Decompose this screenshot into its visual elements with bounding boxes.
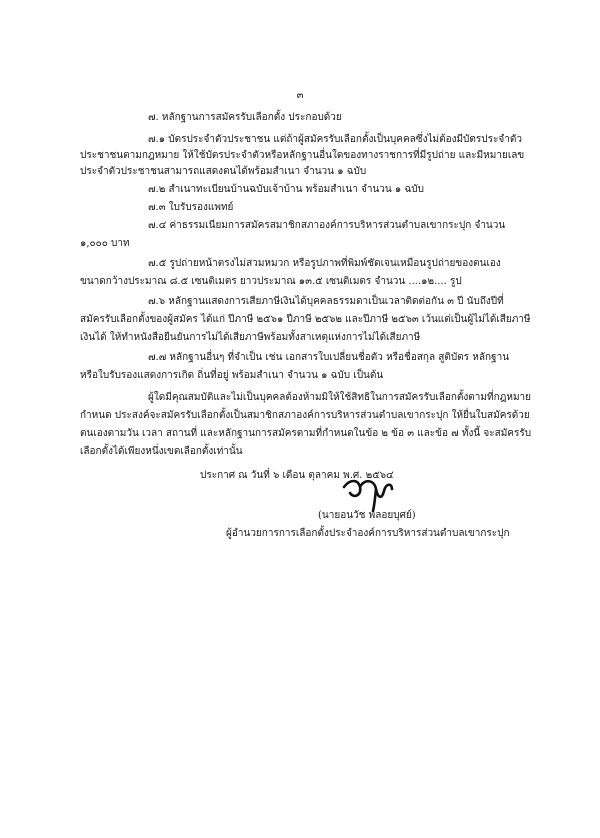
item-7-4-line-1: ๗.๔ ค่าธรรมเนียมการสมัครสมาชิกสภาองค์การบริหารส่วนตำบลเขากระปุก จำนวน <box>148 220 506 231</box>
announcement-date: ประกาศ ณ วันที่ ๖ เดือน ตุลาคม พ.ศ. ๒๕๖๔ <box>200 470 394 481</box>
signatory-name: (นายอนวัช พลอยบุศย์) <box>318 510 416 521</box>
item-7-5-line-2: ขนาดกว้างประมาณ ๘.๕ เซนติเมตร ยาวประมาณ ๑๓.๕ เซนติเมตร จำนวน ....๑๒.... รูป <box>80 276 462 287</box>
item-7-1-line-3: ประจำตัวประชาชนสามารถแสดงตนได้พร้อมสำเนา จำนวน ๑ ฉบับ <box>80 166 367 177</box>
item-7-6-line-1: ๗.๖ หลักฐานแสดงการเสียภาษีเงินได้บุคคลธรรมดาเป็นเวลาติดต่อกัน ๓ ปี นับถึงปีที่ <box>148 296 504 307</box>
closing-line-1: ผู้ใดมีคุณสมบัติและไม่เป็นบุคคลต้องห้ามมิให้ใช้สิทธิในการสมัครรับเลือกตั้งตามที่กฎหมาย <box>148 392 532 403</box>
page-number: ๓ <box>296 90 304 101</box>
item-7-2: ๗.๒ สำเนาทะเบียนบ้านฉบับเจ้าบ้าน พร้อมสำเนา จำนวน ๑ ฉบับ <box>148 184 424 195</box>
item-7-7-line-1: ๗.๗ หลักฐานอื่นๆ ที่จำเป็น เช่น เอกสารใบเปลี่ยนชื่อตัว หรือชื่อสกุล สูติบัตร หลักฐาน <box>148 352 510 363</box>
item-7-6-line-2: สมัครรับเลือกตั้งของผู้สมัคร ได้แก่ ปีภาษี ๒๕๖๑ ปีภาษี ๒๕๖๒ และปีภาษี ๒๕๖๓ เว้นแต่เป็นผู้ไม่ได้เสียภาษี <box>80 314 531 325</box>
item-7-1-line-1: ๗.๑ บัตรประจำตัวประชาชน แต่ถ้าผู้สมัครรับเลือกตั้งเป็นบุคคลซึ่งไม่ต้องมีบัตรประจำตัว <box>148 134 522 145</box>
item-7-6-line-3: เงินได้ ให้ทำหนังสือยืนยันการไม่ได้เสียภาษีพร้อมทั้งสาเหตุแห่งการไม่ได้เสียภาษี <box>80 332 421 343</box>
item-7-7-line-2: หรือใบรับรองแสดงการเกิด ถิ่นที่อยู่ พร้อมสำเนา จำนวน ๑ ฉบับ เป็นต้น <box>80 370 384 381</box>
section-7-heading: ๗. หลักฐานการสมัครรับเลือกตั้ง ประกอบด้วย <box>148 112 342 123</box>
signatory-title: ผู้อำนวยการการเลือกตั้งประจำองค์การบริหารส่วนตำบลเขากระปุก <box>226 528 510 539</box>
item-7-3: ๗.๓ ใบรับรองแพทย์ <box>148 202 234 213</box>
item-7-5-line-1: ๗.๕ รูปถ่ายหน้าตรงไม่สวมหมวก หรือรูปภาพที่พิมพ์ชัดเจนเหมือนรูปถ่ายของตนเอง <box>148 258 501 269</box>
closing-line-2: กำหนด ประสงค์จะสมัครรับเลือกตั้งเป็นสมาชิกสภาองค์การบริหารส่วนตำบลเขากระปุก ให้ยื่นใบสมัครด้วย <box>80 410 530 421</box>
signature-mark <box>340 473 396 513</box>
item-7-4-line-2: ๑,๐๐๐ บาท <box>80 238 130 249</box>
closing-line-4: เลือกตั้งได้เพียงหนึ่งเขตเลือกตั้งเท่านั้น <box>80 446 243 457</box>
closing-line-3: ตนเองตามวัน เวลา สถานที่ และหลักฐานการสมัครตามที่กำหนดในข้อ ๒ ข้อ ๓ และข้อ ๗ ทั้งนี้ จะสมัครรับ <box>80 428 532 439</box>
item-7-1-line-2: ประชาชนตามกฎหมาย ให้ใช้บัตรประจำตัวหรือหลักฐานอื่นใดของทางราชการที่มีรูปถ่าย และมีหมายเลข <box>80 150 525 161</box>
